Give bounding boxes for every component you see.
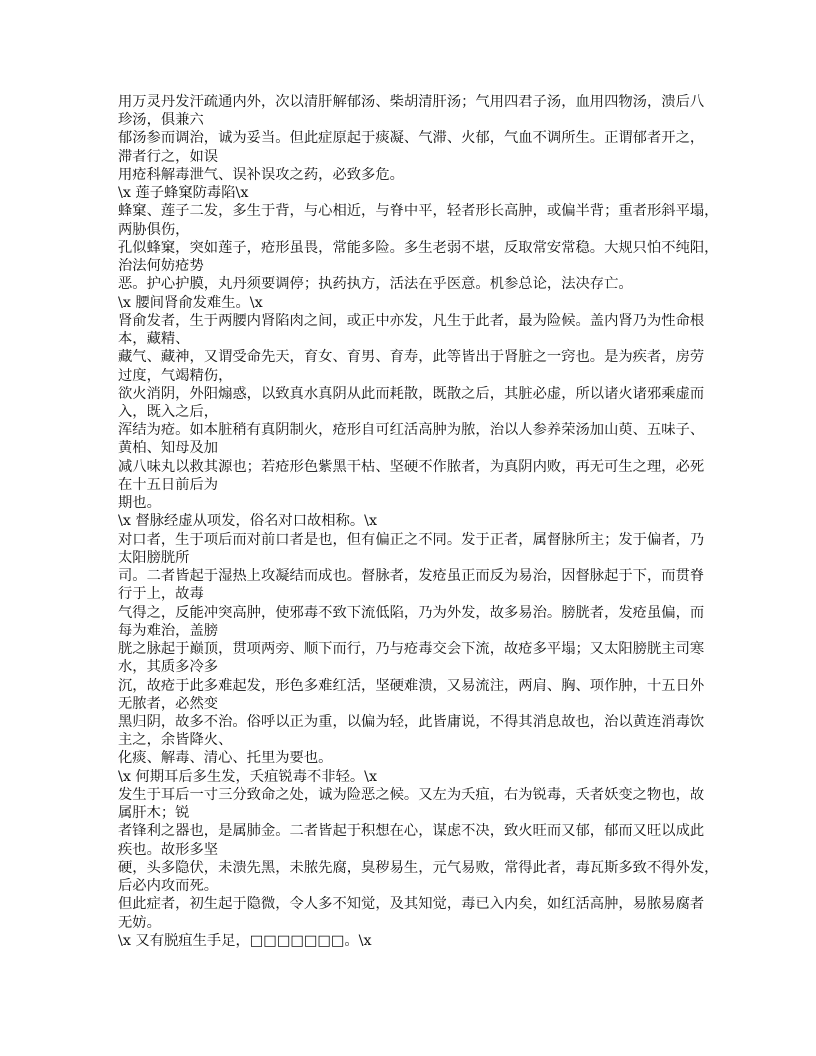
text-line: 郁汤参而调治，诚为妥当。但此症原起于痰凝、气滞、火郁，气血不调所生。正谓郁者开之， <box>118 130 705 147</box>
text-line: 后必内攻而死。 <box>118 878 219 895</box>
section-heading: \x 督脉经虚从项发，俗名对口故相称。\x <box>118 513 378 530</box>
text-line: 司。二者皆起于湿热上攻凝结而成也。督脉者，发疮虽正而反为易治，因督脉起于下，而贯脊 <box>118 568 705 585</box>
text-line: 欲火消阴，外阳煽惑，以致真水真阴从此而耗散，既散之后，其脏必虚，所以诸火诸邪乘虚而 <box>118 385 705 402</box>
text-line: 硬，头多隐伏，未溃先黑，未脓先腐，臭秽易生，元气易败，常得此者，毒瓦斯多致不得外发， <box>118 859 719 876</box>
section-heading: \x 莲子蜂窠防毒陷\x <box>118 185 249 202</box>
text-line: 减八味丸以救其源也；若疮形色紫黑干枯、坚硬不作脓者，为真阴内败，再无可生之理，必死 <box>118 458 705 475</box>
text-line: 治法何妨疮势 <box>118 258 204 275</box>
text-line: 属肝木；锐 <box>118 805 190 822</box>
section-heading: \x 又有脱疽生手足，□□□□□□□。\x <box>118 932 372 949</box>
text-line: 入，既入之后， <box>118 403 219 420</box>
text-line: 太阳膀胱所 <box>118 549 190 566</box>
text-line: 主之，余皆降火、 <box>118 732 233 749</box>
text-line: 行于上，故毒 <box>118 586 204 603</box>
text-line: 两胁俱伤， <box>118 221 190 238</box>
text-line: 珍汤，俱兼六 <box>118 112 204 129</box>
text-line: 蜂窠、莲子二发，多生于背，与心相近，与脊中平，轻者形长高肿，或偏半背；重者形斜平塌， <box>118 203 719 220</box>
text-line: 过度，气竭精伤， <box>118 367 233 384</box>
text-line: 恶。护心护膜，丸丹须要调停；执药执方，活法在乎医意。机参总论，法决存亡。 <box>118 276 633 293</box>
text-line: 每为难治，盖膀 <box>118 622 219 639</box>
text-line: 发生于耳后一寸三分致命之处，诚为险恶之候。又左为夭疽，右为锐毒，夭者妖变之物也，故 <box>118 786 705 803</box>
text-line: 水，其质多冷多 <box>118 659 219 676</box>
text-line: 浑结为疮。如本脏稍有真阴制火，疮形自可红活高肿为脓，治以人参养荣汤加山萸、五味子、 <box>118 422 705 439</box>
text-line: 用万灵丹发汗疏通内外，次以清肝解郁汤、柴胡清肝汤；气用四君子汤，血用四物汤，溃后八 <box>118 94 705 110</box>
text-line: 无脓者，必然变 <box>118 695 219 712</box>
text-line: 藏气、藏神，又谓受命先天，育女、育男、育寿，此等皆出于肾脏之一窍也。是为疾者，房劳 <box>118 349 705 366</box>
text-line: 本，藏精、 <box>118 331 190 348</box>
text-line: 气得之，反能冲突高肿，使邪毒不致下流低陷，乃为外发，故多易治。膀胱者，发疮虽偏，而 <box>118 604 705 621</box>
text-line: 疾也。故形多坚 <box>118 841 219 858</box>
text-line: 无妨。 <box>118 914 161 931</box>
text-line: 滞者行之，如误 <box>118 148 219 165</box>
text-line: 者锋利之器也，是属肺金。二者皆起于积想在心，谋虑不决，致火旺而又郁，郁而又旺以成此 <box>118 823 705 840</box>
text-line: 对口者，生于项后而对前口者是也，但有偏正之不同。发于正者，属督脉所主；发于偏者，乃 <box>118 531 705 548</box>
text-line: 肾俞发者，生于两腰内肾陷肉之间，或正中亦发，凡生于此者，最为险候。盖内肾乃为性命根 <box>118 312 705 329</box>
text-line: 胱之脉起于巅顶，贯项两旁、顺下而行，乃与疮毒交会下流，故疮多平塌；又太阳膀胱主司寒 <box>118 641 705 658</box>
text-line: 在十五日前后为 <box>118 476 219 493</box>
text-line: 期也。 <box>118 495 161 512</box>
text-line: 沉，故疮于此多难起发，形色多难红活，坚硬难溃，又易流注，两肩、胸、项作肿，十五日外 <box>118 677 705 694</box>
text-line: 孔似蜂窠，突如莲子，疮形虽畏，常能多险。多生老弱不堪，反取常安常稳。大规只怕不纯阳， <box>118 239 719 256</box>
text-line: 用疮科解毒泄气、误补误攻之药，必致多危。 <box>118 166 404 183</box>
section-heading: \x 何期耳后多生发，夭疽锐毒不非轻。\x <box>118 768 378 785</box>
document-body <box>118 93 718 950</box>
text-line: 黄柏、知母及加 <box>118 440 219 457</box>
text-line: 化痰、解毒、清心、托里为要也。 <box>118 750 333 767</box>
text-line: 但此症者，初生起于隐微，令人多不知觉，及其知觉，毒已入内矣，如红活高肿，易脓易腐者 <box>118 896 705 913</box>
section-heading: \x 腰间肾俞发难生。\x <box>118 294 263 311</box>
text-line: 黑归阴，故多不治。俗呼以正为重，以偏为轻，此皆庸说，不得其消息故也，治以黄连消毒饮 <box>118 713 705 730</box>
